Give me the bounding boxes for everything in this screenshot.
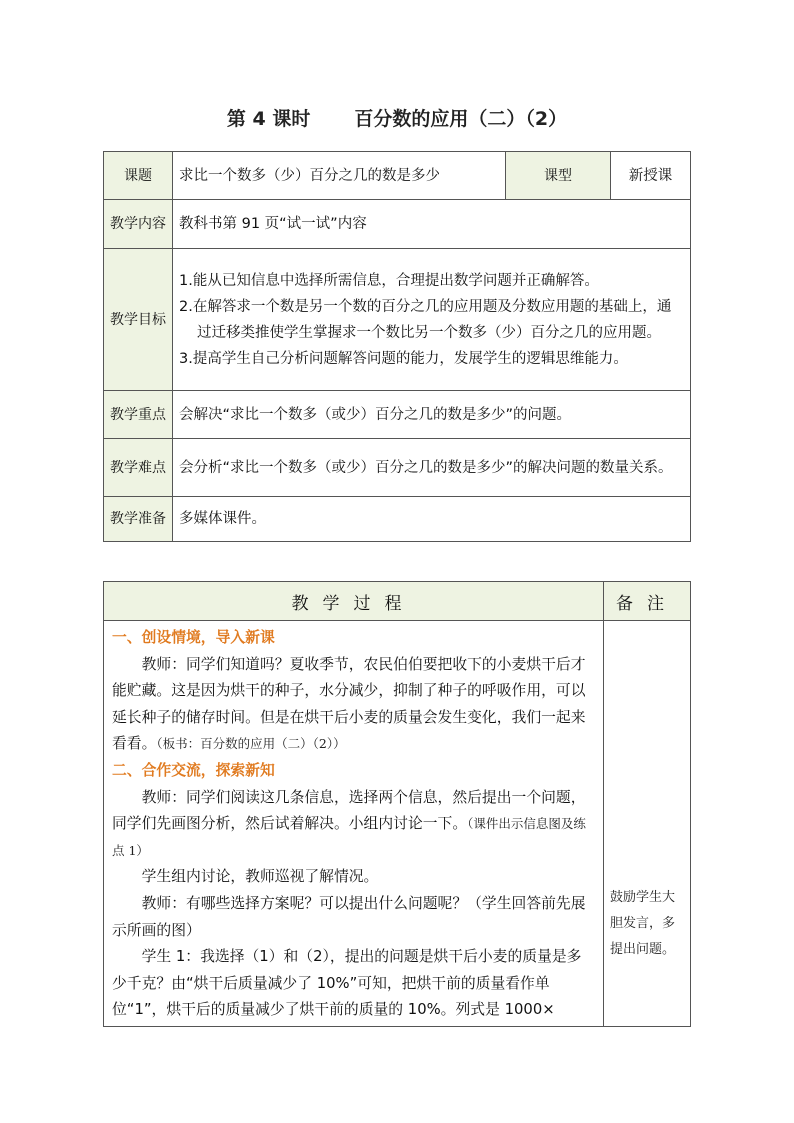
objective-item: 1.能从已知信息中选择所需信息，合理提出数学问题并正确解答。 bbox=[179, 272, 599, 289]
objective-item: 2.在解答求一个数是另一个数的百分之几的应用题及分数应用题的基础上，通过迁移类推使学生掌握求一个数比另一个数多（少）百分之几的应用题。 bbox=[179, 298, 672, 341]
row-content bbox=[104, 200, 691, 249]
paragraph-task bbox=[112, 785, 596, 865]
notes-header: 备注 bbox=[604, 582, 691, 621]
process-body-row bbox=[104, 621, 691, 1027]
row-topic bbox=[104, 152, 691, 200]
objective-item: 3.提高学生自己分析问题解答问题的能力，发展学生的逻辑思维能力。 bbox=[179, 350, 628, 367]
section-heading-1: 一、创设情境，导入新课 bbox=[112, 629, 275, 646]
paragraph-student-answer: 学生 1：我选择（1）和（2），提出的问题是烘干后小麦的质量是多少千克？由“烘干后质量减少了 10%”可知，把烘干前的质量看作单位“1”，烘干后的质量减少了烘干前的质量的 10%。列式是 1000× bbox=[112, 948, 582, 1019]
objectives-label: 教学目标 bbox=[104, 249, 173, 391]
process-content bbox=[104, 621, 604, 1027]
lesson-number: 第 4 课时 bbox=[226, 108, 311, 130]
row-objectives bbox=[104, 249, 691, 391]
content-value: 教科书第 91 页“试一试”内容 bbox=[173, 200, 691, 249]
note-text: 鼓励学生大胆发言，多提出问题。 bbox=[610, 890, 676, 957]
paragraph-task-text: 教师：同学们阅读这几条信息，选择两个信息，然后提出一个问题，同学们先画图分析，然后试着解决。小组内讨论一下。 bbox=[112, 788, 586, 833]
section-heading-2: 二、合作交流，探索新知 bbox=[112, 761, 275, 779]
topic-value: 求比一个数多（少）百分之几的数是多少 bbox=[173, 152, 506, 200]
page-title bbox=[0, 104, 794, 131]
prep-value: 多媒体课件。 bbox=[173, 497, 691, 542]
board-note: （板书：百分数的应用（二）（2）） bbox=[156, 736, 346, 752]
process-header-row bbox=[104, 582, 691, 621]
paragraph-question: 教师：有哪些选择方案呢？可以提出什么问题呢？（学生回答前先展示所画的图） bbox=[112, 894, 586, 939]
objectives-list bbox=[173, 249, 691, 391]
prep-label: 教学准备 bbox=[104, 497, 173, 542]
type-value: 新授课 bbox=[611, 152, 691, 200]
paragraph-intro bbox=[112, 652, 596, 758]
row-difficulty bbox=[104, 439, 691, 497]
key-value: 会解决“求比一个数多（或少）百分之几的数是多少”的问题。 bbox=[173, 391, 691, 439]
difficulty-label: 教学难点 bbox=[104, 439, 173, 497]
paragraph-intro-text: 教师：同学们知道吗？夏收季节，农民伯伯要把收下的小麦烘干后才能贮藏。这是因为烘干的种子，水分减少，抑制了种子的呼吸作用，可以延长种子的储存时间。但是在烘干后小麦的质量会发生变化，我们一起来看看。 bbox=[112, 655, 586, 753]
key-label: 教学重点 bbox=[104, 391, 173, 439]
courseware-note: （课件出示信息图及练点 1） bbox=[112, 816, 586, 858]
type-label: 课型 bbox=[506, 152, 611, 200]
difficulty-value: 会分析“求比一个数多（或少）百分之几的数是多少”的解决问题的数量关系。 bbox=[173, 439, 691, 497]
lesson-info-table bbox=[103, 151, 691, 542]
topic-label: 课题 bbox=[104, 152, 173, 200]
teaching-process-table bbox=[103, 581, 691, 1027]
paragraph-discussion: 学生组内讨论，教师巡视了解情况。 bbox=[141, 868, 379, 886]
row-key-points bbox=[104, 391, 691, 439]
notes-cell bbox=[604, 621, 691, 1027]
lesson-title: 百分数的应用（二）（2） bbox=[354, 108, 568, 130]
row-preparation bbox=[104, 497, 691, 542]
process-header: 教学过程 bbox=[104, 582, 604, 621]
content-label: 教学内容 bbox=[104, 200, 173, 249]
